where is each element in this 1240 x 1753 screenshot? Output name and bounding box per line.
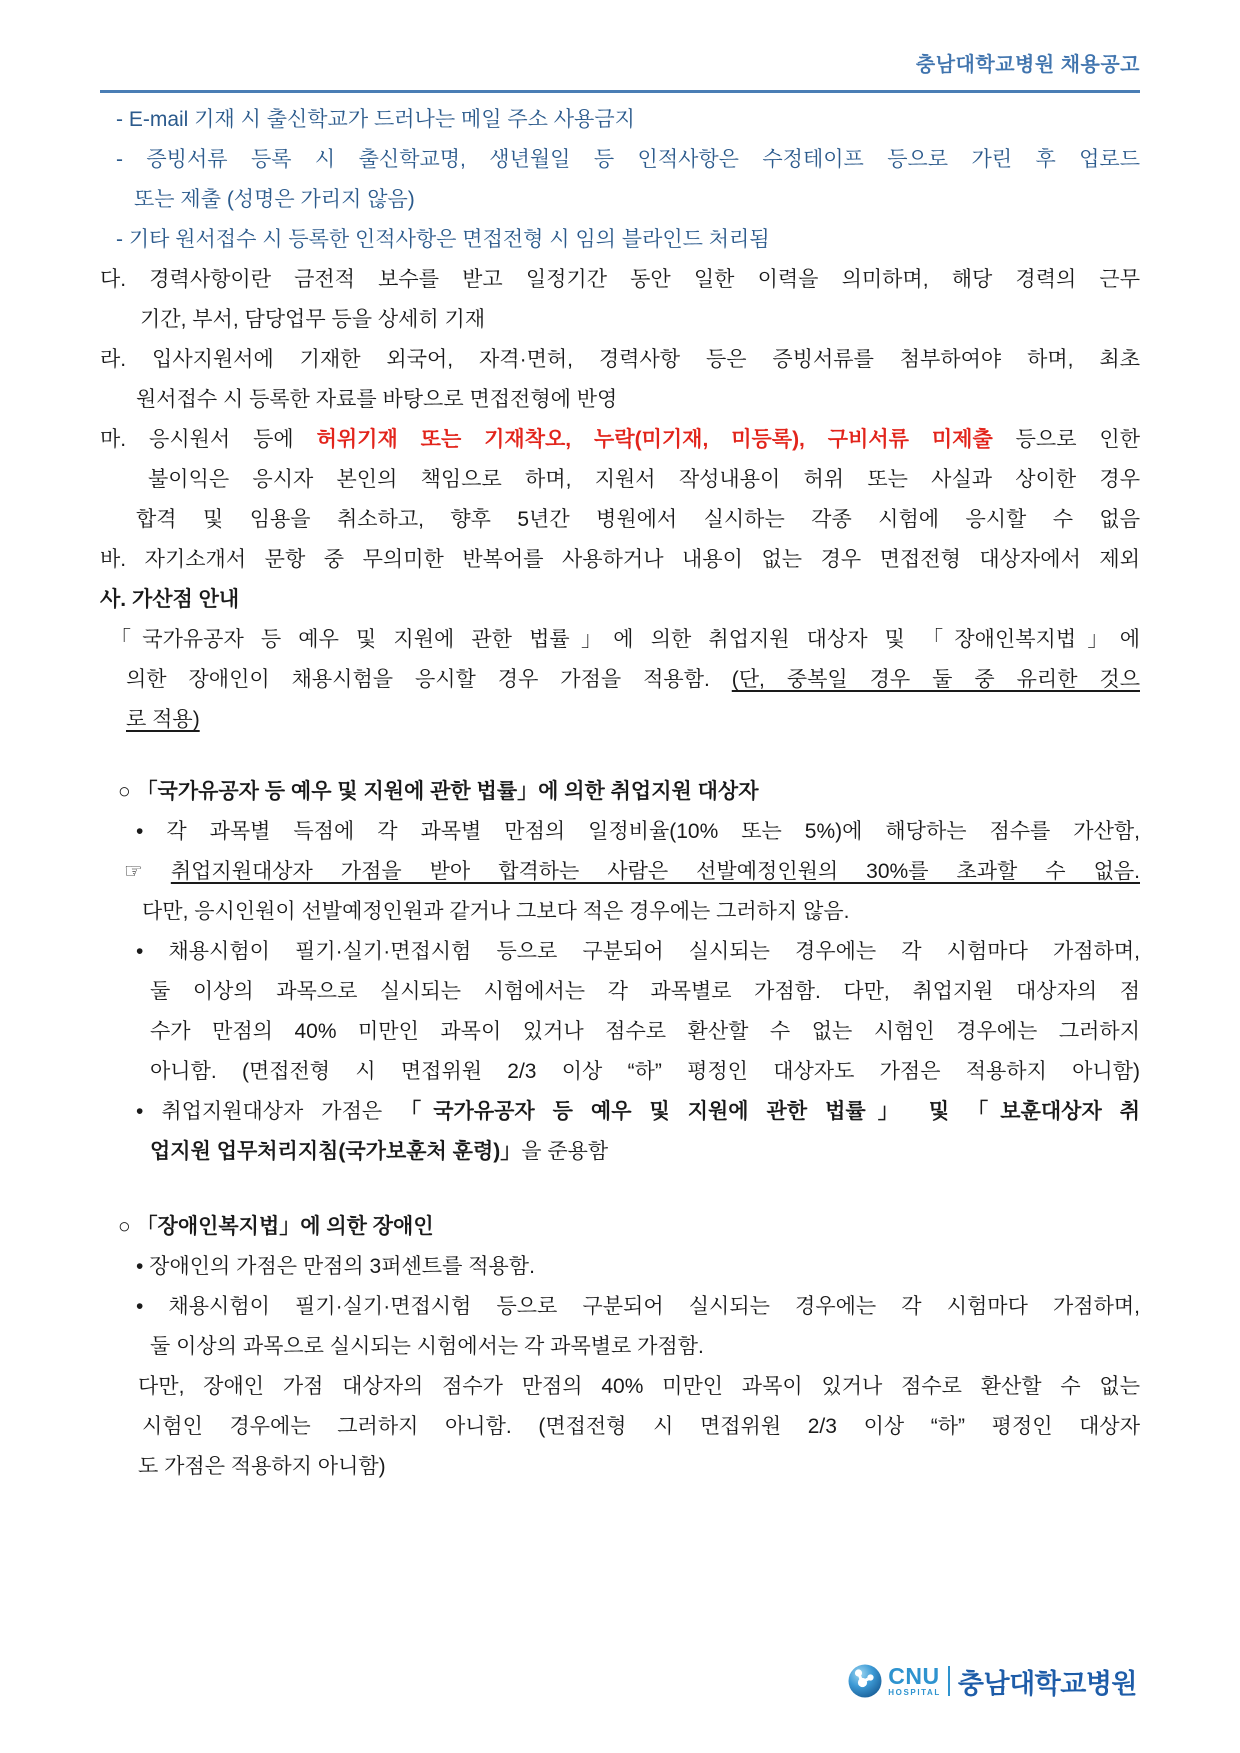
text-line — [100, 1052, 1140, 1092]
text-segment: 취업지원대상자 가점을 받아 합격하는 사람은 선발예정인원의 30%를 초과할 수 없음. — [170, 860, 1140, 883]
text-line — [100, 1407, 1140, 1447]
text-segment: 기간, 부서, 담당업무 등을 상세히 기재 — [140, 308, 486, 331]
cnu-text-block — [888, 1665, 941, 1697]
text-line — [100, 1287, 1140, 1327]
text-segment: • 취업지원대상자 가점은 — [136, 1100, 401, 1123]
text-line — [100, 460, 1140, 500]
text-segment: ○ — [118, 780, 137, 803]
text-segment: 을 준용함 — [521, 1140, 609, 1163]
text-line — [100, 972, 1140, 1012]
text-segment: 둘 이상의 과목으로 실시되는 시험에서는 각 과목별로 가점함. — [150, 1335, 704, 1358]
text-segment: • 각 과목별 득점에 각 과목별 만점의 일정비율(10% 또는 5%)에 해당하는 점수를 가산함, — [136, 820, 1140, 843]
text-line — [100, 1367, 1140, 1407]
text-line — [100, 540, 1140, 580]
text-line — [100, 1092, 1140, 1132]
page-header-title: 충남대학교병원 채용공고 — [915, 54, 1140, 76]
cnu-label: CNU — [888, 1663, 940, 1689]
page-header — [0, 0, 1240, 77]
text-line — [100, 892, 1140, 932]
text-segment: 바. 자기소개서 문항 중 무의미한 반복어를 사용하거나 내용이 없는 경우 면접전형 대상자에서 제외 — [100, 548, 1140, 571]
text-segment: 다만, 장애인 가점 대상자의 점수가 만점의 40% 미만인 과목이 있거나 점수로 환산할 수 없는 — [138, 1375, 1140, 1398]
text-line — [100, 420, 1140, 460]
text-line — [100, 340, 1140, 380]
hospital-logo — [848, 1662, 1137, 1700]
text-line — [100, 620, 1140, 660]
text-segment: 시험인 경우에는 그러하지 아니함. (면접전형 시 면접위원 2/3 이상 “하” 평정인 대상자 — [142, 1415, 1140, 1438]
text-segment: - 증빙서류 등록 시 출신학교명, 생년월일 등 인적사항은 수정테이프 등으로 가린 후 업로드 — [116, 148, 1140, 171]
text-line — [100, 812, 1140, 852]
text-segment: - 기타 원서접수 시 등록한 인적사항은 면접전형 시 임의 블라인드 처리됨 — [116, 228, 770, 251]
logo-divider — [948, 1666, 950, 1696]
text-line — [100, 1247, 1140, 1287]
text-segment: ☞ — [124, 860, 171, 883]
text-segment: 다만, 응시인원이 선발예정인원과 같거나 그보다 적은 경우에는 그러하지 않음. — [142, 900, 850, 923]
text-segment: 등으로 인한 — [992, 428, 1140, 451]
text-segment: • 채용시험이 필기·실기·면접시험 등으로 구분되어 실시되는 경우에는 각 시험마다 가점하며, — [136, 1295, 1140, 1318]
hospital-label: HOSPITAL — [888, 1688, 941, 1697]
text-segment: 다. 경력사항이란 금전적 보수를 받고 일정기간 동안 일한 이력을 의미하며, 해당 경력의 근무 — [100, 268, 1140, 291]
text-segment: 「국가유공자 등 예우 및 지원에 관한 법률」 및 「보훈대상자 취 — [400, 1100, 1140, 1123]
text-line — [100, 1447, 1140, 1487]
text-segment: ○ — [118, 1215, 137, 1238]
text-line — [100, 100, 1140, 140]
hospital-name-label: 충남대학교병원 — [957, 1668, 1137, 1699]
text-line — [100, 500, 1140, 540]
text-segment: 원서접수 시 등록한 자료를 바탕으로 면접전형에 반영 — [136, 388, 618, 411]
text-line — [100, 660, 1140, 700]
text-line — [100, 700, 1140, 740]
text-line — [100, 1207, 1140, 1247]
text-segment: • 채용시험이 필기·실기·면접시험 등으로 구분되어 실시되는 경우에는 각 시험마다 가점하며, — [136, 940, 1140, 963]
paragraph-gap — [100, 1172, 1140, 1207]
text-line — [100, 380, 1140, 420]
text-segment: 아니함. (면접전형 시 면접위원 2/3 이상 “하” 평정인 대상자도 가점은 적용하지 아니함) — [150, 1060, 1140, 1083]
text-line — [100, 1327, 1140, 1367]
text-line — [100, 140, 1140, 180]
text-segment: 둘 이상의 과목으로 실시되는 시험에서는 각 과목별로 가점함. 다만, 취업지원 대상자의 점 — [150, 980, 1140, 1003]
text-segment: 라. 입사지원서에 기재한 외국어, 자격·면허, 경력사항 등은 증빙서류를 첨부하여야 하며, 최초 — [100, 348, 1140, 371]
text-segment: 업지원 업무처리지침(국가보훈처 훈령)」 — [150, 1140, 522, 1163]
text-segment: • 장애인의 가점은 만점의 3퍼센트를 적용함. — [136, 1255, 535, 1278]
paragraph-gap — [100, 740, 1140, 772]
text-line — [100, 260, 1140, 300]
text-segment: (단, 중복일 경우 둘 중 유리한 것으 — [731, 668, 1140, 691]
text-segment: 사. 가산점 안내 — [100, 588, 240, 611]
cnu-globe-icon — [848, 1664, 882, 1698]
document-body — [100, 100, 1140, 1487]
text-line — [100, 852, 1140, 892]
header-divider-line — [100, 90, 1140, 93]
text-segment: 로 적용) — [126, 708, 200, 731]
text-segment: 도 가점은 적용하지 아니함) — [138, 1455, 386, 1478]
text-segment: 불이익은 응시자 본인의 책임으로 하며, 지원서 작성내용이 허위 또는 사실과 상이한 경우 — [148, 468, 1140, 491]
text-segment: 수가 만점의 40% 미만인 과목이 있거나 점수로 환산할 수 없는 시험인 경우에는 그러하지 — [150, 1020, 1140, 1043]
text-segment: 「장애인복지법」에 의한 장애인 — [136, 1215, 434, 1238]
text-line — [100, 300, 1140, 340]
text-line — [100, 580, 1140, 620]
text-segment: 마. 응시원서 등에 — [100, 428, 317, 451]
text-line — [100, 220, 1140, 260]
text-segment: 허위기재 또는 기재착오, 누락(미기재, 미등록), 구비서류 미제출 — [316, 428, 993, 451]
text-segment: 합격 및 임용을 취소하고, 향후 5년간 병원에서 실시하는 각종 시험에 응시할 수 없음 — [136, 508, 1140, 531]
text-segment: - E-mail 기재 시 출신학교가 드러나는 메일 주소 사용금지 — [116, 108, 635, 131]
text-line — [100, 1132, 1140, 1172]
text-segment: 의한 장애인이 채용시험을 응시할 경우 가점을 적용함. — [126, 668, 732, 691]
text-line — [100, 772, 1140, 812]
text-segment: 「국가유공자 등 예우 및 지원에 관한 법률」에 의한 취업지원 대상자 — [136, 780, 759, 803]
text-line — [100, 932, 1140, 972]
text-line — [100, 180, 1140, 220]
text-segment: 「국가유공자 등 예우 및 지원에 관한 법률」에 의한 취업지원 대상자 및 「장애인복지법」에 — [110, 628, 1140, 651]
text-segment: 또는 제출 (성명은 가리지 않음) — [134, 188, 415, 211]
text-line — [100, 1012, 1140, 1052]
